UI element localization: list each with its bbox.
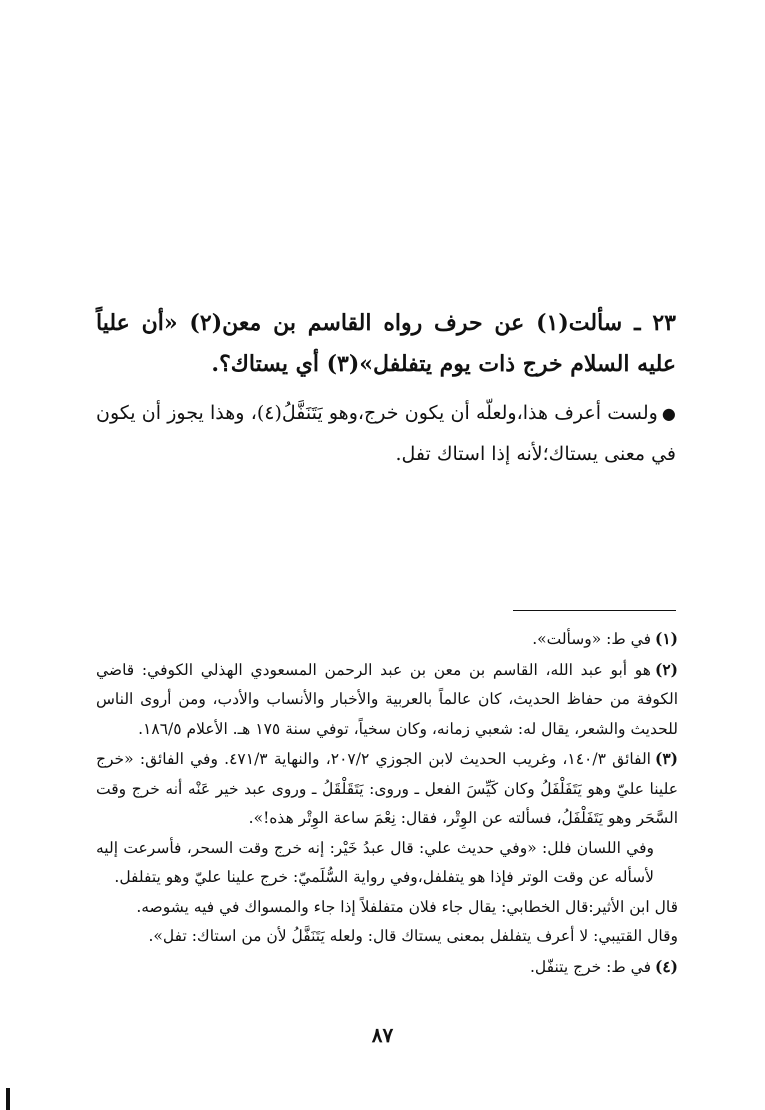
footnote-4 [96, 952, 678, 983]
footnote-marker: (٣) [655, 749, 679, 768]
footnote-text: هو أبو عبد الله، القاسم بن معن بن عبد الرحمن المسعودي الهذلي الكوفي: قاضي الكوفة من حفاظ الحديث، كان عالماً بالعربية والأخبار والأنساب والأدب، ومن أروى الناس للحديث والشعر، يقال له: شعبي زمانه، وكان سخياً، توفي سنة ١٧٥ هـ. الأعلام ١٨٦/٥. [96, 660, 678, 738]
footnote-marker: (٤) [654, 956, 678, 976]
footnote-2 [96, 655, 678, 745]
entry-question-text: سألت(١) عن حرف رواه القاسم بن معن(٢) «أن علياً عليه السلام خرج ذات يوم يتفلفل»(٣) أي يستاك؟. [96, 310, 676, 377]
scan-edge-mark [6, 1088, 10, 1110]
footnote-text: وفي اللسان فلل: «وفي حديث علي: قال عبدُ خَيْر: إنه خرج وقت السحر، فأسرعت إليه لأسأله عن وقت الوتر فإذا هو يتفلفل،وفي رواية السُّلَميّ: خرج علينا عليّ وهو يتفلفل. [96, 838, 654, 886]
footnote-marker: (١) [654, 629, 678, 648]
footnote-marker: (٢) [654, 659, 678, 679]
footnote-3-continuation-ibn-al-athir [96, 893, 678, 923]
footnote-text: الفائق ١٤٠/٣، وغريب الحديث لابن الجوزي ٢٠٧/٢، والنهاية ٤٧١/٣. وفي الفائق: «خرج علينا عليّ وهو يَتَفَلْفَلُ وكان كَيِّسَ الفعل ـ وروى: يَتَقَلْقَلُ ـ وروى عبد خير عَنْه أنه خرج وقت السَّحَر وهو يَتَفَلْفَلُ، فسألته عن الوِتْر، فقال: نِعْمَ ساعة الوِتْر هذه!». [96, 750, 678, 827]
footnote-text: وقال القتيبي: لا أعرف يتفلفل بمعنى يستاك قال: ولعله يَتَنَفَّلُ لأن من استاك: تفل». [148, 927, 678, 945]
entry-paragraph [96, 303, 676, 385]
footnote-text: قال ابن الأثير:قال الخطابي: يقال جاء فلان متفلفلاً إذا جاء والمسواك في فيه يشوصه. [136, 897, 678, 916]
footnote-3 [96, 744, 678, 834]
footnote-text: في ط: «وسألت». [532, 630, 651, 648]
footnote-3-continuation-qutaybi [96, 922, 678, 952]
footnotes-section [96, 624, 678, 982]
comment-text: ولست أعرف هذا،ولعلّه أن يكون خرج،وهو يَتَنَفَّلُ(٤)، وهذا يجوز أن يكون في معنى يستاك؛لأنه إذا استاك تفل. [96, 402, 676, 465]
footnote-text: في ط: خرج يتنفّل. [530, 957, 651, 976]
footnote-3-continuation-lisan [96, 834, 678, 893]
main-text-block [96, 303, 676, 475]
footnote-1 [96, 624, 678, 655]
footnote-divider [513, 610, 676, 611]
bullet-icon: ● [661, 404, 676, 423]
page-number: ٨٧ [371, 1023, 394, 1047]
comment-paragraph [96, 393, 676, 475]
entry-number: ٢٣ ـ [634, 310, 676, 336]
